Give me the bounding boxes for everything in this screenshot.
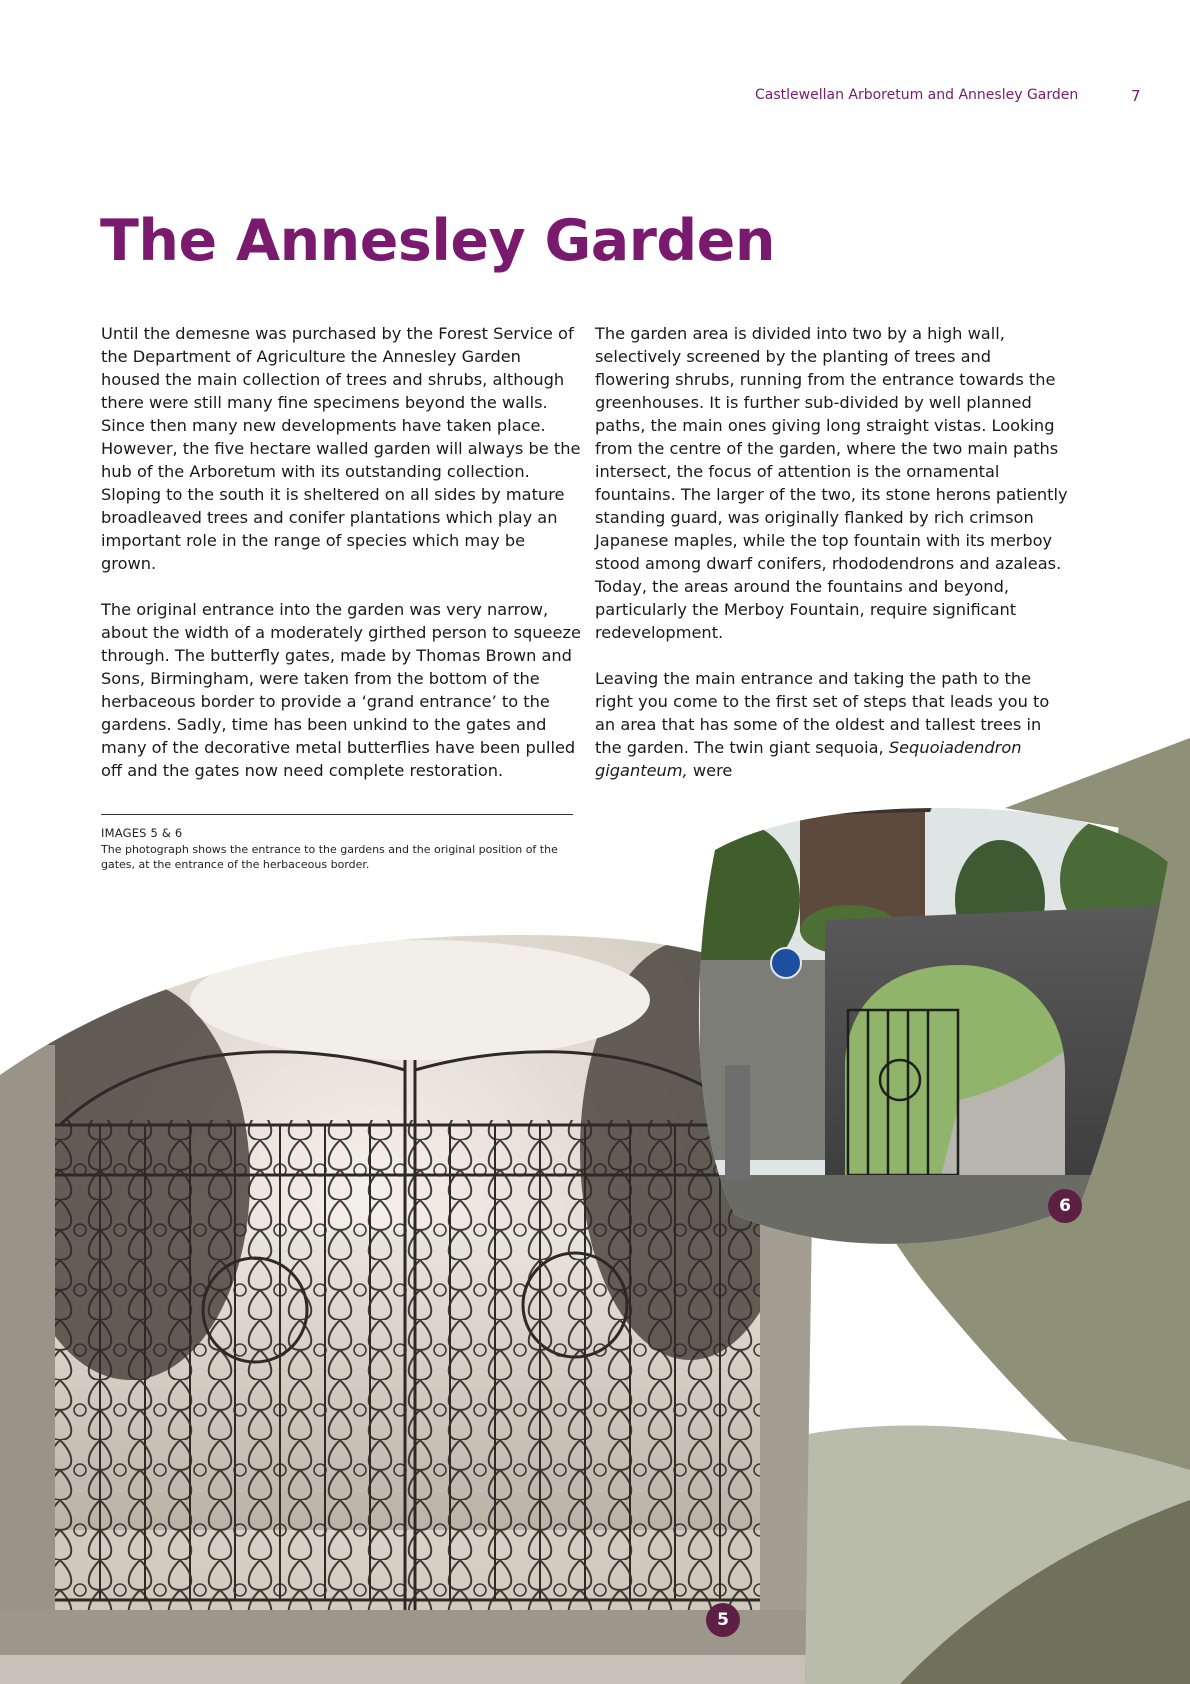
caption-divider (101, 814, 573, 815)
running-header-title: Castlewellan Arboretum and Annesley Garden (755, 87, 1079, 103)
right-column (595, 322, 1070, 782)
paragraph: The garden area is divided into two by a high wall, selectively screened by the planting of trees and flowering shrubs, running from the entrance towards the greenhouses. It is further sub-divided by well planned paths, the main ones giving long straight vistas. Looking from the centre of the garden, where the two main paths intersect, the focus of attention is the ornamental fountains. The larger of the two, its stone herons patiently standing guard, was originally flanked by rich crimson Japanese maples, while the top fountain with its merboy stood among dwarf conifers, rhododendrons and azaleas. Today, the areas around the fountains and beyond, particularly the Merboy Fountain, require significant redevelopment. (595, 324, 1068, 642)
paragraph-text: Leaving the main entrance and taking the path to the right you come to the first set of steps that leads you to an area that has some of the oldest and tallest trees in the garden. (595, 669, 1050, 757)
paragraph: The original entrance into the garden was very narrow, about the width of a moderately girthed person to squeeze through. The butterfly gates, made by Thomas Brown and Sons, Birmingham, were taken from the bottom of the herbaceous border to provide a ‘grand entrance’ to the gardens. Sadly, time has been unkind to the gates and many of the decorative metal butterflies have been pulled off and the gates now need complete restoration. (101, 600, 581, 780)
paragraph: Until the demesne was purchased by the Forest Service of the Department of Agriculture the Annesley Garden housed the main collection of trees and shrubs, although there were still many fine specimens beyond the walls. Since then many new developments have taken place. However, the five hectare walled garden will always be the hub of the Arboretum with its outstanding collection. Sloping to the south it is sheltered on all sides by mature broadleaved trees and conifer plantations which play an important role in the range of species which may be grown. (101, 324, 581, 573)
page-title: The Annesley Garden (100, 208, 775, 274)
caption-text: The photograph shows the entrance to the gardens and the original position of the gates, at the entrance of the herbaceous border. (101, 843, 558, 871)
paragraph (595, 667, 1070, 782)
page-number: 7 (1131, 87, 1141, 105)
gate-photo (0, 930, 820, 1684)
image-6-badge: 6 (1048, 1189, 1082, 1223)
image-5-badge: 5 (706, 1603, 740, 1637)
paragraph-text: were (687, 761, 733, 780)
left-column (101, 322, 581, 805)
caption-heading: IMAGES 5 & 6 (101, 826, 183, 840)
species-name: Sequoiadendron giganteum, (595, 738, 1022, 780)
paragraph-text: The twin giant sequoia, (694, 738, 889, 757)
